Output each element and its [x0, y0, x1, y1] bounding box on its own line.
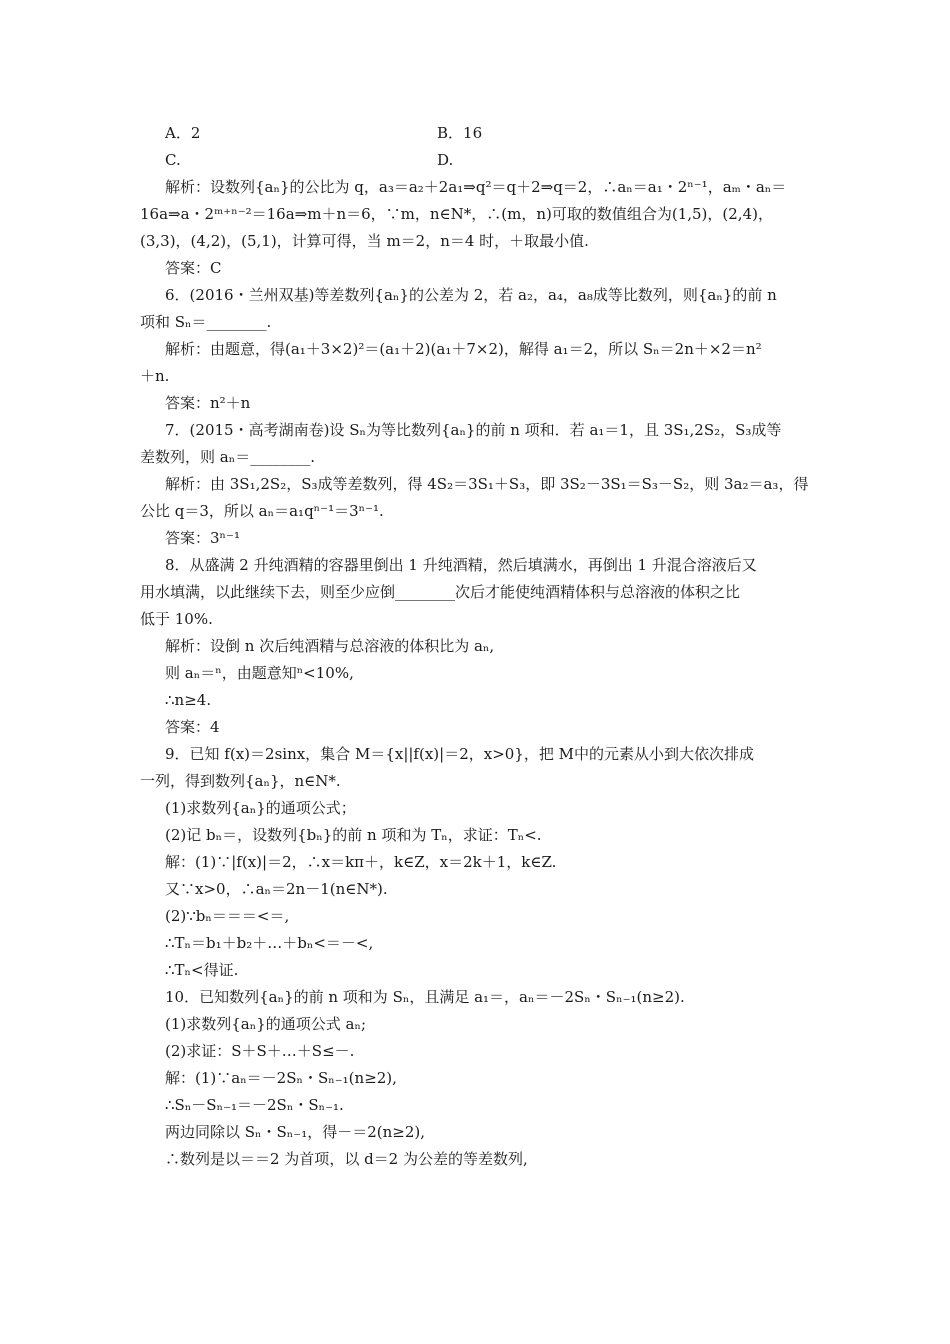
- text-line: ∴Tₙ＝b₁＋b₂＋…＋bₙ<＝－<,: [165, 934, 374, 952]
- text-line: ＋n.: [140, 367, 170, 385]
- text-line: 又∵x>0，∴aₙ＝2n－1(n∈N*).: [165, 880, 388, 898]
- question-line: 9．已知 f(x)＝2sinx，集合 M＝{x||f(x)|＝2，x>0}，把 M中的元素从小到大依次排成: [165, 745, 754, 763]
- text-line: 一列，得到数列{aₙ}，n∈N*.: [140, 772, 341, 790]
- text-line: 低于 10%.: [140, 610, 213, 628]
- question-line: 7．(2015・高考湖南卷)设 Sₙ为等比数列{aₙ}的前 n 项和．若 a₁＝1，且 3S₁,2S₂，S₃成等: [165, 421, 782, 439]
- question-line: 6．(2016・兰州双基)等差数列{aₙ}的公差为 2，若 a₂，a₄，a₈成等比数列，则{aₙ}的前 n: [165, 286, 777, 304]
- question-line: 8．从盛满 2 升纯酒精的容器里倒出 1 升纯酒精，然后填满水，再倒出 1 升混合溶液后又: [165, 556, 757, 574]
- text-line: 解析：设倒 n 次后纯酒精与总溶液的体积比为 aₙ,: [165, 637, 495, 655]
- text-line: (3,3)，(4,2)，(5,1)，计算可得，当 m＝2，n＝4 时，＋取最小值.: [140, 232, 589, 250]
- text-line: ∴数列是以＝＝2 为首项，以 d＝2 为公差的等差数列,: [165, 1150, 528, 1168]
- option-a: A．2: [165, 124, 201, 142]
- text-line: (2)求证：S＋S＋…＋S≤－.: [165, 1042, 355, 1060]
- answer-line: 答案：3ⁿ⁻¹: [165, 529, 240, 547]
- text-line: ∴n≥4.: [165, 691, 212, 709]
- text-line: 两边同除以 Sₙ・Sₙ₋₁，得－＝2(n≥2),: [165, 1123, 426, 1141]
- text-line: 公比 q＝3，所以 aₙ＝a₁qⁿ⁻¹＝3ⁿ⁻¹.: [140, 502, 384, 520]
- text-line: 解析：设数列{aₙ}的公比为 q，a₃＝a₂＋2a₁⇒q²＝q＋2⇒q＝2，∴aₙ＝a₁・2ⁿ⁻¹，aₘ・aₙ＝: [165, 178, 787, 196]
- answer-line: 答案：n²＋n: [165, 394, 251, 412]
- text-line: 项和 Sₙ＝________.: [140, 313, 272, 331]
- text-line: (1)求数列{aₙ}的通项公式 aₙ;: [165, 1015, 367, 1033]
- text-line: (1)求数列{aₙ}的通项公式；: [165, 799, 356, 817]
- text-line: 解析：由 3S₁,2S₂，S₃成等差数列，得 4S₂＝3S₁＋S₃，即 3S₂－3S₁＝S₃－S₂，则 3a₂＝a₃，得: [165, 475, 809, 493]
- question-line: 10．已知数列{aₙ}的前 n 项和为 Sₙ，且满足 a₁＝，aₙ＝－2Sₙ・Sₙ₋₁(n≥2).: [165, 988, 685, 1006]
- text-line: 解：(1)∵|f(x)|＝2，∴x＝kπ＋，k∈Z，x＝2k＋1，k∈Z.: [165, 853, 557, 871]
- text-line: (2)∵bₙ＝＝＝<＝,: [165, 907, 290, 925]
- answer-line: 答案：4: [165, 718, 220, 736]
- text-line: ∴Sₙ－Sₙ₋₁＝－2Sₙ・Sₙ₋₁.: [165, 1096, 344, 1114]
- text-line: 则 aₙ＝ⁿ，由题意知ⁿ<10%,: [165, 664, 354, 682]
- text-line: 差数列，则 aₙ＝________.: [140, 448, 315, 466]
- text-line: 用水填满，以此继续下去，则至少应倒________次后才能使纯酒精体积与总溶液的体积之比: [140, 583, 741, 601]
- text-line: (2)记 bₙ＝，设数列{bₙ}的前 n 项和为 Tₙ，求证：Tₙ<.: [165, 826, 542, 844]
- option-c: C.: [165, 151, 181, 169]
- answer-line: 答案：C: [165, 259, 222, 277]
- text-line: 解析：由题意，得(a₁＋3×2)²＝(a₁＋2)(a₁＋7×2)，解得 a₁＝2，所以 Sₙ＝2n＋×2＝n²: [165, 340, 762, 358]
- text-line: 解：(1)∵aₙ＝－2Sₙ・Sₙ₋₁(n≥2),: [165, 1069, 397, 1087]
- option-b: B．16: [437, 124, 483, 142]
- text-line: ∴Tₙ<得证.: [165, 961, 239, 979]
- text-line: 16a⇒a・2ᵐ⁺ⁿ⁻²＝16a⇒m＋n＝6，∵m，n∈N*，∴(m，n)可取的数值组合为(1,5)，(2,4)，: [140, 205, 773, 223]
- option-d: D.: [437, 151, 454, 169]
